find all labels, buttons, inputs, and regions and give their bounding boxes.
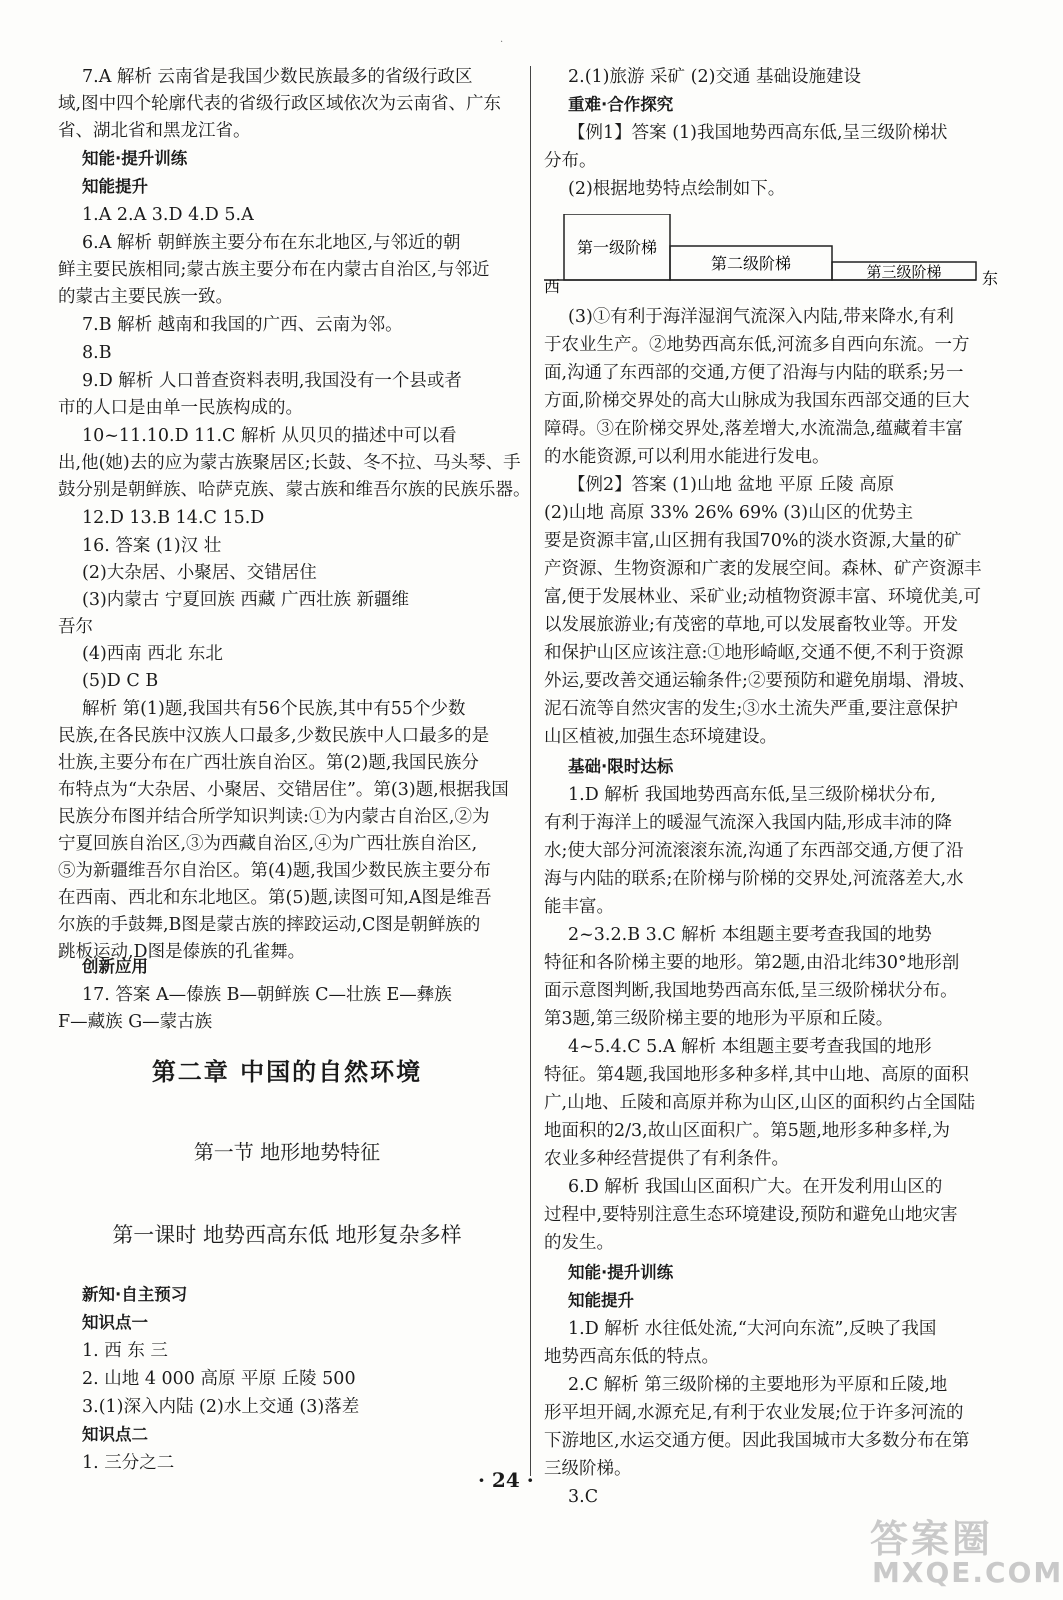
subsection-heading: 知识点二 xyxy=(82,1425,148,1444)
answer-line: 特征和各阶梯主要的地形。第2题,由沿北纬30°地形剖 xyxy=(544,953,960,973)
terrain-steps-diagram xyxy=(544,214,1002,294)
watermark-url: MXQE.COM xyxy=(872,1556,1063,1589)
answer-line: 面,沟通了东西部的交通,方便了沿海与内陆的联系;另一 xyxy=(544,363,964,383)
section-heading: 新知·自主预习 xyxy=(82,1285,188,1304)
answer-line: 4~5.4.C 5.A 解析 本组题主要考查我国的地形 xyxy=(568,1037,932,1057)
watermark-logo: 答案圈 xyxy=(870,1517,994,1561)
page-number: · 24 · xyxy=(478,1468,534,1492)
answer-line: 能丰富。 xyxy=(544,897,614,917)
answer-line: 2.(1)旅游 采矿 (2)交通 基础设施建设 xyxy=(568,67,861,87)
answer-line: 10~11.10.D 11.C 解析 从贝贝的描述中可以看 xyxy=(82,426,457,446)
answer-line: 【例2】答案 (1)山地 盆地 平原 丘陵 高原 xyxy=(568,475,895,495)
answer-line: (3)内蒙古 宁夏回族 西藏 广西壮族 新疆维 xyxy=(82,590,410,610)
answer-line: 尔族的手鼓舞,B图是蒙古族的摔跤运动,C图是朝鲜族的 xyxy=(58,915,481,935)
answer-line: 省、湖北省和黑龙江省。 xyxy=(58,121,251,141)
answer-line: 市的人口是由单一民族构成的。 xyxy=(58,398,303,418)
answer-line: 17. 答案 A—傣族 B—朝鲜族 C—壮族 E—彝族 xyxy=(82,985,452,1005)
section-title: 第一节 地形地势特征 xyxy=(193,1140,381,1164)
answer-line: (5)D C B xyxy=(82,671,159,691)
answer-line: ⑤为新疆维吾尔自治区。第(4)题,我国少数民族主要分布 xyxy=(58,861,491,881)
answer-line: 地势西高东低的特点。 xyxy=(544,1347,719,1367)
answer-line: 跳板运动,D图是傣族的孔雀舞。 xyxy=(58,942,306,962)
answer-line: (3)①有利于海洋湿润气流深入内陆,带来降水,有利 xyxy=(568,307,954,327)
answer-line: 2.C 解析 第三级阶梯的主要地形为平原和丘陵,地 xyxy=(568,1375,948,1395)
answer-line: 1.A 2.A 3.D 4.D 5.A xyxy=(82,205,254,225)
answer-line: 鼓分别是朝鲜族、哈萨克族、蒙古族和维吾尔族的民族乐器。 xyxy=(58,480,531,500)
lesson-title: 第一课时 地势西高东低 地形复杂多样 xyxy=(112,1223,462,1247)
answer-line: (2)大杂居、小聚居、交错居住 xyxy=(82,563,317,583)
answer-line: 2~3.2.B 3.C 解析 本组题主要考查我国的地势 xyxy=(568,925,932,945)
answer-line: 外运,要改善交通运输条件;②要预防和避免崩塌、滑坡、 xyxy=(544,671,976,691)
answer-line: 三级阶梯。 xyxy=(544,1459,632,1479)
answer-line: 第3题,第三级阶梯主要的地形为平原和丘陵。 xyxy=(544,1009,894,1029)
answer-line: 域,图中四个轮廓代表的省级行政区域依次为云南省、广东 xyxy=(58,94,502,114)
answer-line: 泥石流等自然灾害的发生;③水土流失严重,要注意保护 xyxy=(544,699,958,719)
answer-line: 9.D 解析 人口普查资料表明,我国没有一个县或者 xyxy=(82,371,462,391)
section-heading: 基础·限时达标 xyxy=(568,757,674,776)
answer-line: 1.D 解析 我国地势西高东低,呈三级阶梯状分布, xyxy=(568,785,936,805)
chapter-title: 第二章 中国的自然环境 xyxy=(151,1058,423,1086)
answer-line: 布特点为“大杂居、小聚居、交错居住”。第(3)题,根据我国 xyxy=(58,780,509,800)
answer-line: 1.D 解析 水往低处流,“大河向东流”,反映了我国 xyxy=(568,1319,937,1339)
section-heading: 知能·提升训练 xyxy=(568,1263,674,1282)
answer-line: 地面积的2/3,故山区面积广。第5题,地形多种多样,为 xyxy=(544,1121,950,1141)
west-label: 西 xyxy=(544,277,561,294)
answer-line: 有利于海洋上的暖湿气流深入我国内陆,形成丰沛的降 xyxy=(544,813,953,833)
answer-line: 的发生。 xyxy=(544,1233,614,1253)
answer-line: 宁夏回族自治区,③为西藏自治区,④为广西壮族自治区, xyxy=(58,834,478,854)
answer-line: 8.B xyxy=(82,343,112,363)
answer-line: 特征。第4题,我国地形多种多样,其中山地、高原的面积 xyxy=(544,1065,969,1085)
answer-line: 要是资源丰富,山区拥有我国70%的淡水资源,大量的矿 xyxy=(544,531,962,551)
step-1-label: 第一级阶梯 xyxy=(576,238,658,257)
answer-line: 壮族,主要分布在广西壮族自治区。第(2)题,我国民族分 xyxy=(58,753,479,773)
answer-line: 分布。 xyxy=(544,151,597,171)
answer-line: 农业多种经营提供了有利条件。 xyxy=(544,1149,789,1169)
answer-line: 下游地区,水运交通方便。因此我国城市大多数分布在第 xyxy=(544,1431,970,1451)
answer-line: 富,便于发展林业、采矿业;动植物资源丰富、环境优美,可 xyxy=(544,587,982,607)
answer-line: 解析 第(1)题,我国共有56个民族,其中有55个少数 xyxy=(82,699,466,719)
subsection-heading: 知能提升 xyxy=(568,1291,634,1310)
answer-line: 以发展旅游业;有茂密的草地,可以发展畜牧业等。开发 xyxy=(544,615,958,635)
answer-line: 1. 西 东 三 xyxy=(82,1341,168,1361)
answer-line: 1. 三分之二 xyxy=(82,1453,175,1473)
answer-line: 出,他(她)去的应为蒙古族聚居区;长鼓、冬不拉、马头琴、手 xyxy=(58,453,521,473)
answer-line: 鲜主要民族相同;蒙古族主要分布在内蒙古自治区,与邻近 xyxy=(58,260,490,280)
answer-line: 水;使大部分河流滚滚东流,沟通了东西部交通,方便了沿 xyxy=(544,841,964,861)
answer-line: 过程中,要特别注意生态环境建设,预防和避免山地灾害 xyxy=(544,1205,958,1225)
answer-line: 16. 答案 (1)汉 壮 xyxy=(82,536,222,556)
answer-line: 民族,在各民族中汉族人口最多,少数民族中人口最多的是 xyxy=(58,726,490,746)
answer-line: 面示意图判断,我国地势西高东低,呈三级阶梯状分布。 xyxy=(544,981,958,1001)
answer-line: 【例1】答案 (1)我国地势西高东低,呈三级阶梯状 xyxy=(568,123,948,143)
answer-line: 山区植被,加强生态环境建设。 xyxy=(544,727,778,747)
answer-line: 方面,阶梯交界处的高大山脉成为我国东西部交通的巨大 xyxy=(544,391,970,411)
answer-line: 形平坦开阔,水源充足,有利于农业发展;位于许多河流的 xyxy=(544,1403,964,1423)
answer-line: 2. 山地 4 000 高原 平原 丘陵 500 xyxy=(82,1369,356,1389)
answer-line: 广,山地、丘陵和高原并称为山区,山区的面积约占全国陆 xyxy=(544,1093,976,1113)
answer-line: 的水能资源,可以利用水能进行发电。 xyxy=(544,447,830,467)
answer-line: 12.D 13.B 14.C 15.D xyxy=(82,508,265,528)
answer-line: (2)根据地势特点绘制如下。 xyxy=(568,179,786,199)
answer-line: 6.A 解析 朝鲜族主要分布在东北地区,与邻近的朝 xyxy=(82,233,461,253)
step-3-label: 第三级阶梯 xyxy=(866,263,942,281)
east-label: 东 xyxy=(982,269,999,288)
answer-line: (4)西南 西北 东北 xyxy=(82,644,223,664)
answer-line: 吾尔 xyxy=(58,617,93,637)
answer-line: 7.A 解析 云南省是我国少数民族最多的省级行政区 xyxy=(82,67,473,87)
subsection-heading: 知能提升 xyxy=(82,177,148,196)
answer-line: F—藏族 G—蒙古族 xyxy=(58,1012,213,1032)
answer-line: 民族分布图并结合所学知识判读:①为内蒙古自治区,②为 xyxy=(58,807,490,827)
answer-line: 的蒙古主要民族一致。 xyxy=(58,287,233,307)
answer-line: 和保护山区应该注意:①地形崎岖,交通不便,不利于资源 xyxy=(544,643,964,663)
column-divider xyxy=(530,66,531,1476)
answer-line: 于农业生产。②地势西高东低,河流多自西向东流。一方 xyxy=(544,335,970,355)
section-heading: 知能·提升训练 xyxy=(82,149,188,168)
answer-line: 3.(1)深入内陆 (2)水上交通 (3)落差 xyxy=(82,1397,360,1417)
answer-line: 3.C xyxy=(568,1487,599,1507)
step-2-label: 第二级阶梯 xyxy=(710,254,792,273)
answer-line: (2)山地 高原 33% 26% 69% (3)山区的优势主 xyxy=(544,503,914,523)
subsection-heading: 创新应用 xyxy=(82,957,148,976)
answer-line: 在西南、西北和东北地区。第(5)题,读图可知,A图是维吾 xyxy=(58,888,492,908)
section-heading: 重难·合作探究 xyxy=(568,95,674,114)
answer-line: 7.B 解析 越南和我国的广西、云南为邻。 xyxy=(82,315,403,335)
top-mark: . xyxy=(500,34,504,45)
subsection-heading: 知识点一 xyxy=(82,1313,148,1332)
answer-line: 海与内陆的联系;在阶梯与阶梯的交界处,河流落差大,水 xyxy=(544,869,964,889)
answer-line: 障碍。③在阶梯交界处,落差增大,水流湍急,蕴藏着丰富 xyxy=(544,419,964,439)
answer-line: 产资源、生物资源和广袤的发展空间。森林、矿产资源丰 xyxy=(544,559,982,579)
answer-line: 6.D 解析 我国山区面积广大。在开发利用山区的 xyxy=(568,1177,943,1197)
